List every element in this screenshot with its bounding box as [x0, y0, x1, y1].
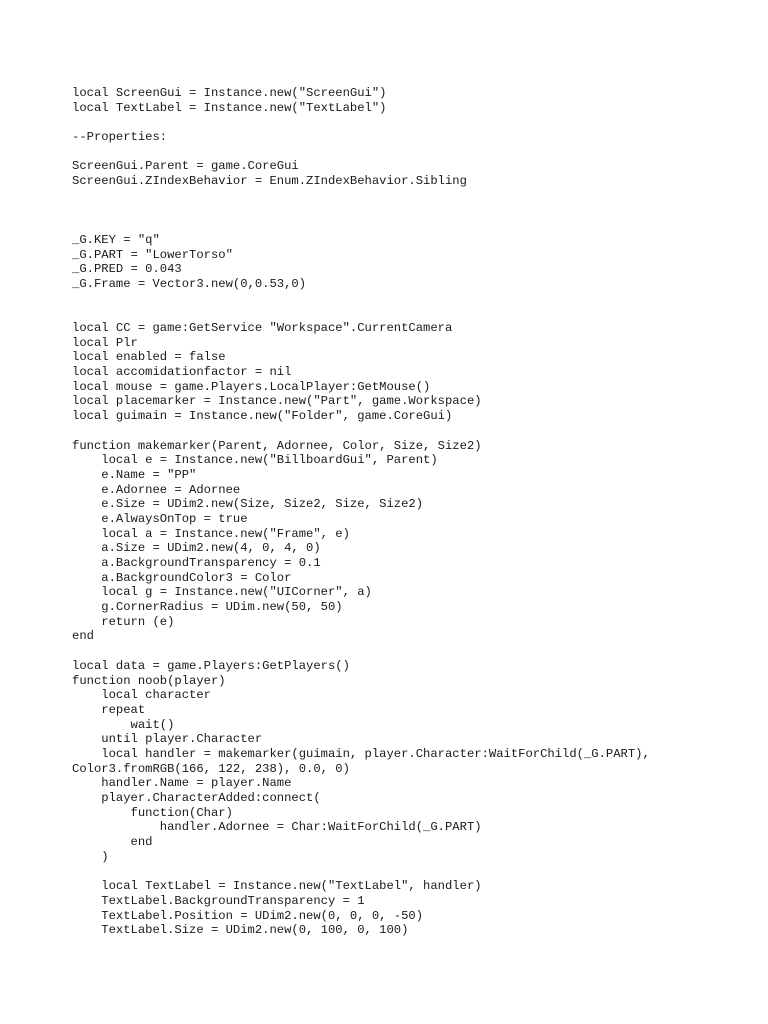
code-line: Color3.fromRGB(166, 122, 238), 0.0, 0) — [72, 761, 350, 776]
code-line: local g = Instance.new("UICorner", a) — [72, 585, 372, 600]
code-line — [72, 644, 650, 659]
code-line: _G.Frame = Vector3.new(0,0.53,0) — [72, 276, 307, 291]
code-line: local CC = game:GetService "Workspace".CurrentCamera — [72, 321, 453, 335]
code-line: local ScreenGui = Instance.new("ScreenGui") — [72, 86, 387, 100]
code-line: local data = game.Players:GetPlayers() — [72, 658, 350, 673]
code-line: local handler = makemarker(guimain, player.Character:WaitForChild(_G.PART), — [72, 746, 650, 761]
code-line — [72, 218, 650, 233]
code-line: TextLabel.Position = UDim2.new(0, 0, 0, -50) — [72, 908, 424, 923]
code-line: handler.Adornee = Char:WaitForChild(_G.PART) — [72, 820, 482, 835]
code-line: --Properties: — [72, 130, 168, 145]
code-line: TextLabel.BackgroundTransparency = 1 — [72, 893, 365, 908]
code-line: local a = Instance.new("Frame", e) — [72, 526, 350, 541]
code-line: e.Name = "PP" — [72, 467, 197, 482]
code-line: local guimain = Instance.new("Folder", game.CoreGui) — [72, 409, 453, 424]
code-line — [72, 424, 650, 439]
code-line: local TextLabel = Instance.new("TextLabel", handler) — [72, 879, 482, 894]
code-line: end — [72, 629, 94, 644]
code-line: repeat — [72, 702, 146, 717]
code-line: local TextLabel = Instance.new("TextLabel") — [72, 100, 387, 115]
code-line: e.AlwaysOnTop = true — [72, 511, 248, 526]
code-line — [72, 189, 650, 204]
code-line: ScreenGui.Parent = game.CoreGui — [72, 159, 299, 174]
code-line: local e = Instance.new("BillboardGui", Parent) — [72, 453, 438, 468]
code-line: a.Size = UDim2.new(4, 0, 4, 0) — [72, 541, 321, 556]
code-line: end — [72, 835, 153, 850]
code-line: return (e) — [72, 614, 175, 629]
code-line: _G.KEY = "q" — [72, 232, 160, 247]
code-line: a.BackgroundColor3 = Color — [72, 570, 292, 585]
code-line: local enabled = false — [72, 350, 226, 365]
code-line: function(Char) — [72, 805, 233, 820]
code-line — [72, 204, 650, 219]
code-line: handler.Name = player.Name — [72, 776, 292, 791]
code-line: ScreenGui.ZIndexBehavior = Enum.ZIndexBehavior.Sibling — [72, 174, 467, 189]
code-line: a.BackgroundTransparency = 0.1 — [72, 556, 321, 570]
code-line: wait() — [72, 717, 175, 732]
code-line: TextLabel.Size = UDim2.new(0, 100, 0, 100) — [72, 923, 409, 938]
code-line: function makemarker(Parent, Adornee, Color, Size, Size2) — [72, 438, 482, 453]
code-line: e.Size = UDim2.new(Size, Size2, Size, Size2) — [72, 497, 424, 512]
code-line: function noob(player) — [72, 673, 226, 688]
code-line: local Plr — [72, 335, 138, 350]
code-line — [72, 292, 650, 307]
code-line: local character — [72, 688, 211, 703]
code-listing — [72, 86, 650, 938]
code-line: local accomidationfactor = nil — [72, 365, 292, 380]
code-line — [72, 145, 650, 160]
code-line: _G.PRED = 0.043 — [72, 262, 182, 277]
code-line: until player.Character — [72, 732, 263, 747]
code-line — [72, 306, 650, 321]
code-line: g.CornerRadius = UDim.new(50, 50) — [72, 600, 343, 615]
code-line: _G.PART = "LowerTorso" — [72, 247, 233, 262]
code-line — [72, 115, 650, 130]
code-line: e.Adornee = Adornee — [72, 482, 241, 497]
code-line: player.CharacterAdded:connect( — [72, 791, 321, 805]
code-line: local mouse = game.Players.LocalPlayer:GetMouse() — [72, 379, 431, 394]
code-line — [72, 864, 650, 879]
code-line: ) — [72, 849, 109, 864]
code-line: local placemarker = Instance.new("Part", game.Workspace) — [72, 394, 482, 409]
